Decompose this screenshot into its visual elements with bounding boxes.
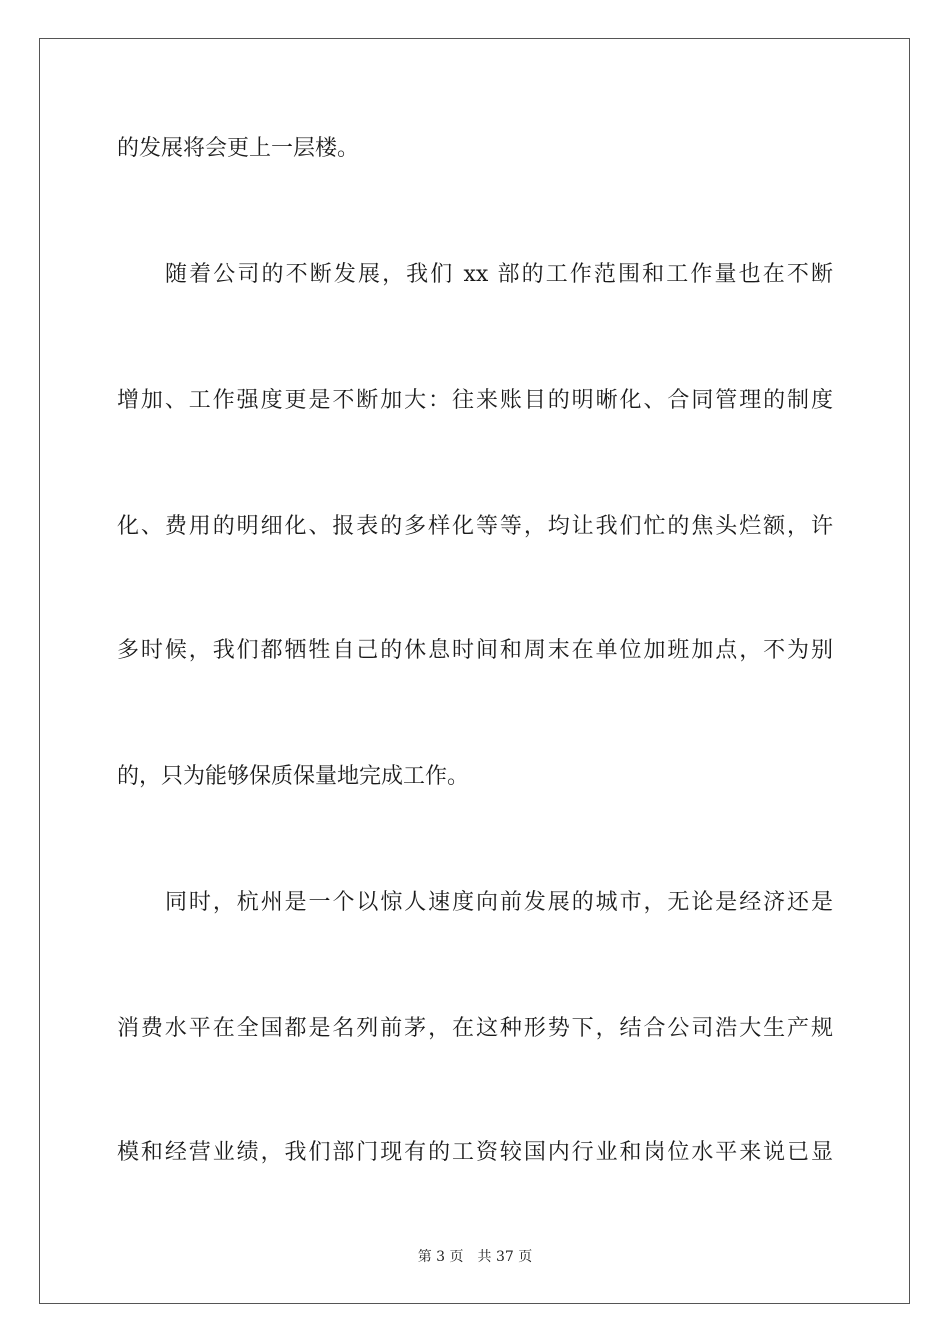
text-line: 消费水平在全国都是名列前茅，在这种形势下，结合公司浩大生产规: [117, 1016, 833, 1041]
text-line: 随着公司的不断发展，我们 xx 部的工作范围和工作量也在不断: [165, 262, 833, 287]
text-line: 同时，杭州是一个以惊人速度向前发展的城市，无论是经济还是: [165, 890, 833, 915]
page-footer: [0, 1248, 950, 1266]
page-total: 共 37 页: [477, 1249, 533, 1265]
text-line: 化、费用的明细化、报表的多样化等等，均让我们忙的焦头烂额，许: [117, 514, 833, 539]
text-line: 模和经营业绩，我们部门现有的工资较国内行业和岗位水平来说已显: [117, 1140, 833, 1165]
page-number: 第 3 页: [417, 1249, 464, 1265]
text-line: 的发展将会更上一层楼。: [117, 136, 360, 161]
page-border: [39, 38, 910, 1304]
text-line: 的，只为能够保质保量地完成工作。: [117, 764, 470, 789]
text-line: 增加、工作强度更是不断加大：往来账目的明晰化、合同管理的制度: [117, 388, 833, 413]
text-line: 多时候，我们都牺牲自己的休息时间和周末在单位加班加点，不为别: [117, 638, 833, 663]
